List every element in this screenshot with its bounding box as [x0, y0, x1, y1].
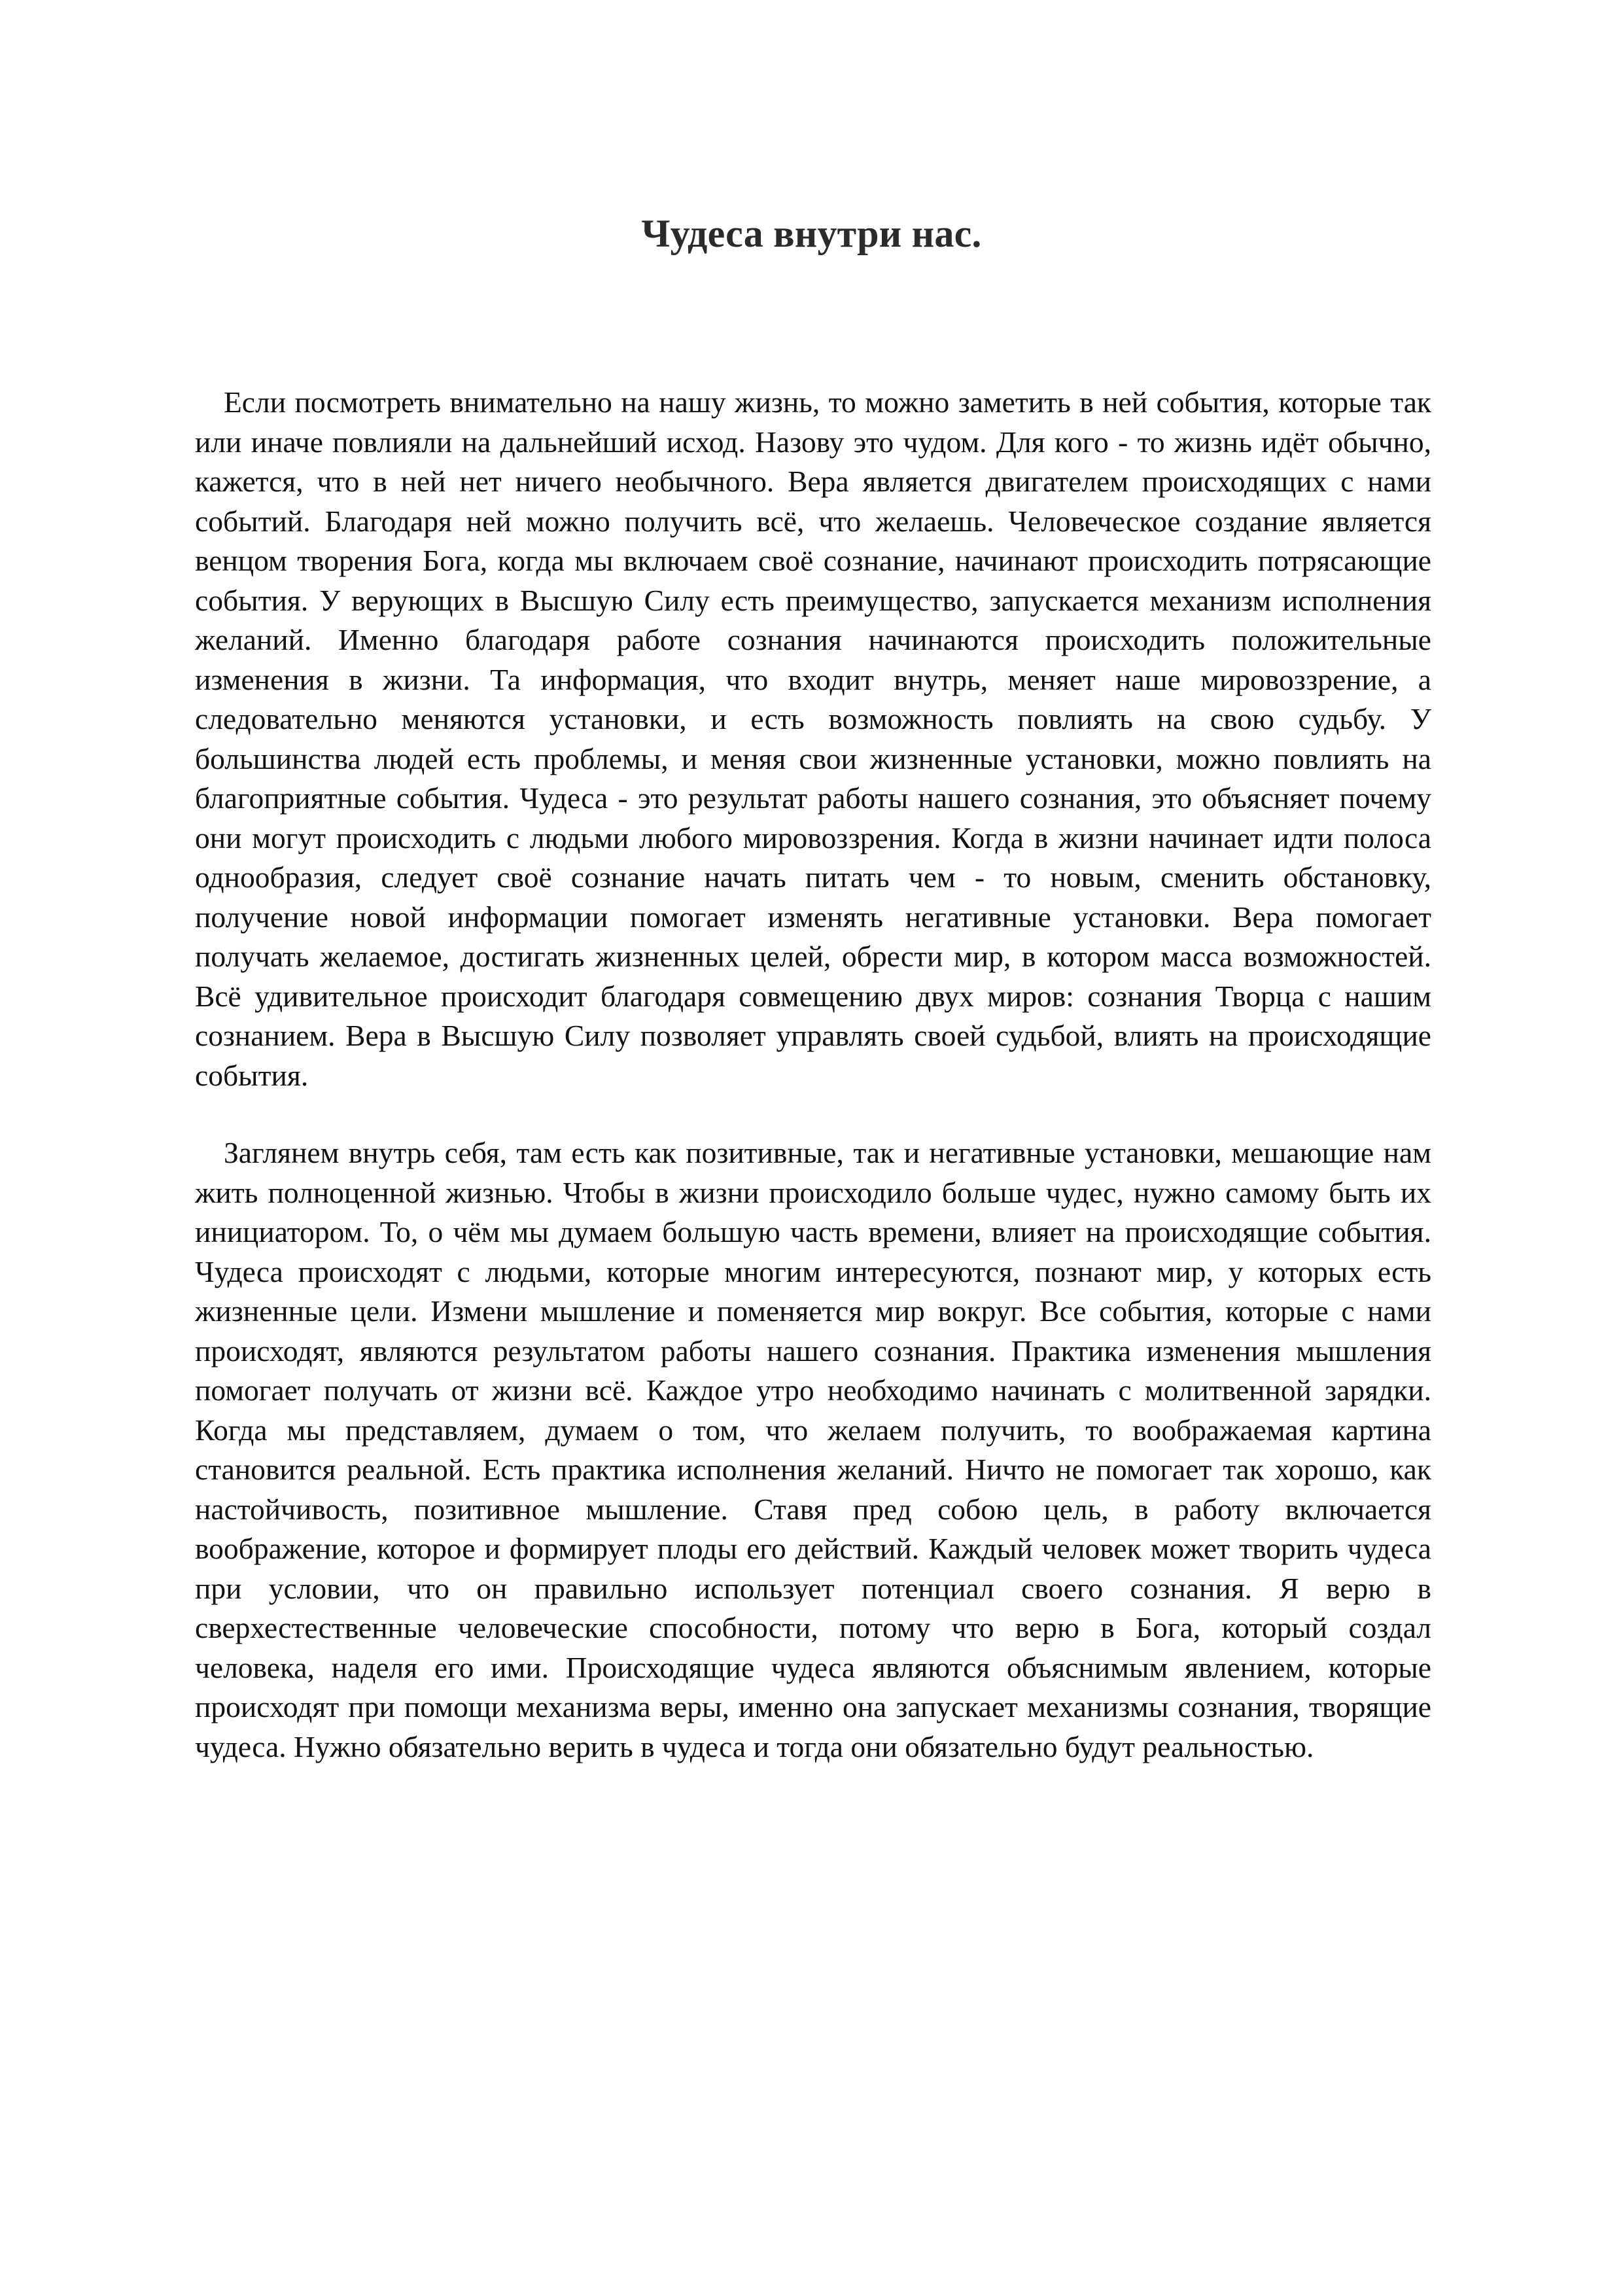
page-title: Чудеса внутри нас. [641, 212, 982, 256]
paragraph: Заглянем внутрь себя, там есть как позитивные, так и негативные установки, мешающие нам жить полноценной жизнью. Чтобы в жизни происходило больше чудес, нужно самому быть их инициатором. То, о чём мы думаем большую часть времени, влияет на происходящие события. Чудеса происходят с людьми, которые многим интересуются, познают мир, у которых есть жизненные цели. Измени мышление и поменяется мир вокруг. Все события, которые с нами происходят, являются результатом работы нашего сознания. Практика изменения мышления помогает получать от жизни всё. Каждое утро необходимо начинать с молитвенной зарядки. Когда мы представляем, думаем о том, что желаем получить, то воображаемая картина становится реальной. Есть практика исполнения желаний. Ничто не помогает так хорошо, как настойчивость, позитивное мышление. Ставя пред собою цель, в работу включается воображение, которое и формирует плоды его действий. Каждый человек может творить чудеса при условии, что он правильно использует потенциал своего сознания. Я верю в сверхестественные человеческие способности, потому что верю в Бога, который создал человека, наделя его ими. Происходящие чудеса являются объяснимым явлением, которые происходят при помощи механизма веры, именно она запускает механизмы сознания, творящие чудеса. Нужно обязательно верить в чудеса и тогда они обязательно будут реальностью. [195, 1136, 1431, 1763]
document-body [195, 383, 1431, 1767]
paragraph: Если посмотреть внимательно на нашу жизнь, то можно заметить в ней события, которые так или иначе повлияли на дальнейший исход. Назову это чудом. Для кого - то жизнь идёт обычно, кажется, что в ней нет ничего необычного. Вера является двигателем происходящих с нами событий. Благодаря ней можно получить всё, что желаешь. Человеческое создание является венцом творения Бога, когда мы включаем своё сознание, начинают происходить потрясающие события. У верующих в Высшую Силу есть преимущество, запускается механизм исполнения желаний. Именно благодаря работе сознания начинаются происходить положительные изменения в жизни. Та информация, что входит внутрь, меняет наше мировоззрение, а следовательно меняются установки, и есть возможность повлиять на свою судьбу. У большинства людей есть проблемы, и меняя свои жизненные установки, можно повлиять на благоприятные события. Чудеса - это результат работы нашего сознания, это объясняет почему они могут происходить с людьми любого мировоззрения. Когда в жизни начинает идти полоса однообразия, следует своё сознание начать питать чем - то новым, сменить обстановку, получение новой информации помогает изменять негативные установки. Вера помогает получать желаемое, достигать жизненных целей, обрести мир, в котором масса возможностей. Всё удивительное происходит благодаря совмещению двух миров: сознания Творца с нашим сознанием. Вера в Высшую Силу позволяет управлять своей судьбой, влиять на происходящие события. [195, 385, 1431, 1092]
